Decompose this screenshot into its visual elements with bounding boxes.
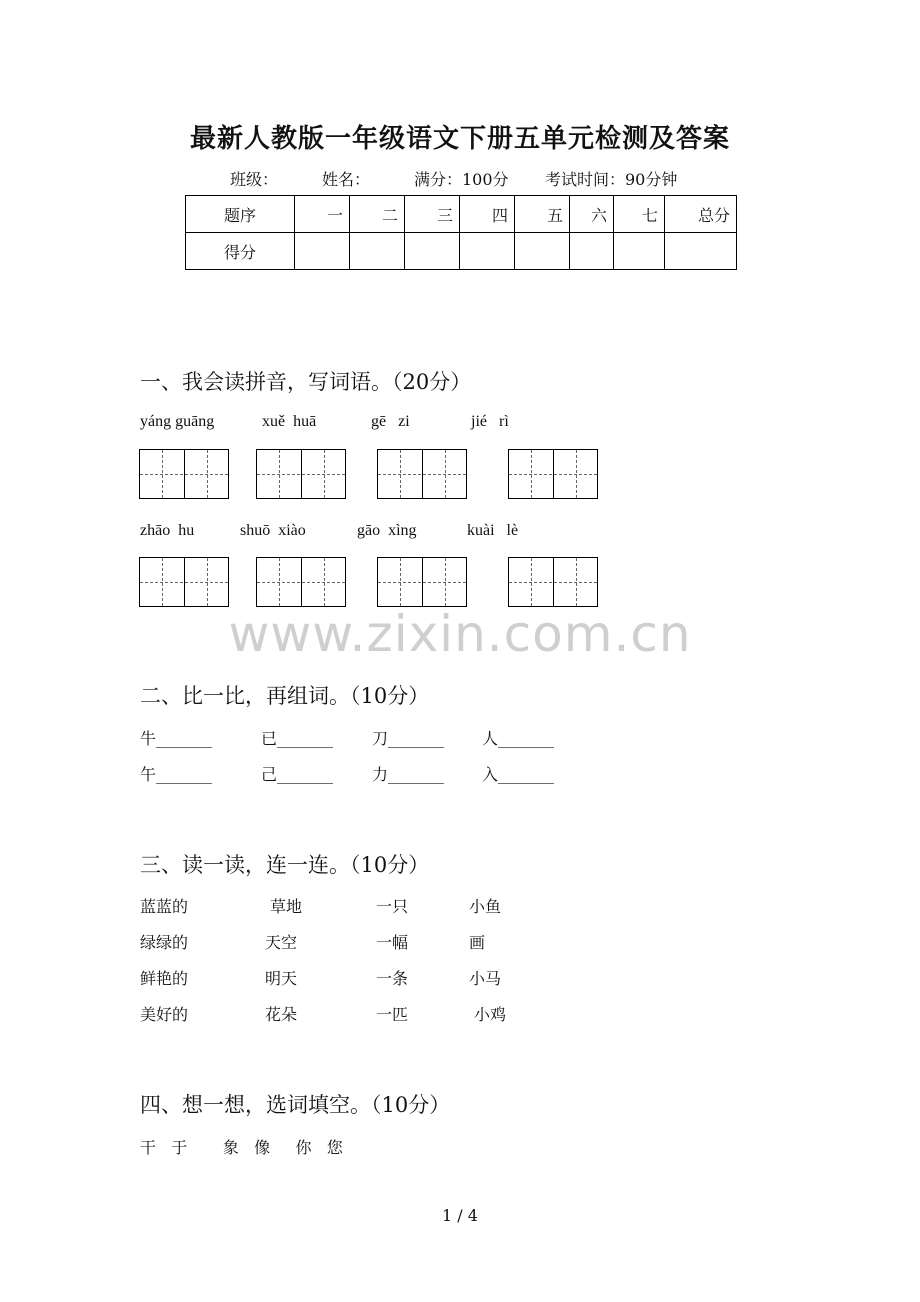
word-blank[interactable]: 力_______ [372, 765, 445, 784]
match-word[interactable]: 小鸡 [474, 1005, 507, 1024]
section3-heading: 三、读一读，连一连。（10分） [140, 853, 430, 877]
match-word[interactable]: 一条 [376, 969, 409, 988]
score-cell[interactable] [570, 233, 614, 270]
score-cell[interactable] [460, 233, 515, 270]
writing-grid[interactable] [508, 557, 598, 607]
page-title: 最新人教版一年级语文下册五单元检测及答案 [189, 124, 730, 154]
score-header-cell: 二 [350, 196, 405, 233]
match-word[interactable]: 明天 [265, 969, 298, 988]
score-table-score-row [186, 233, 737, 270]
score-table-header-row [186, 196, 737, 233]
pinyin-label: xuě huā [262, 413, 317, 430]
match-word[interactable]: 鲜艳的 [140, 969, 189, 988]
section1-heading: 一、我会读拼音，写词语。（20分） [140, 370, 472, 394]
pinyin-label: jié rì [471, 413, 509, 430]
full-score-label: 满分：100分 [414, 170, 509, 189]
section2-heading: 二、比一比，再组词。（10分） [140, 684, 430, 708]
writing-grid[interactable] [139, 557, 229, 607]
section4-heading: 四、想一想，选词填空。（10分） [140, 1093, 451, 1117]
score-header-cell: 五 [515, 196, 570, 233]
match-word[interactable]: 小鱼 [469, 897, 502, 916]
score-header-cell: 七 [614, 196, 665, 233]
word-blank[interactable]: 刀_______ [372, 729, 445, 748]
match-word[interactable]: 一匹 [376, 1005, 409, 1024]
score-cell[interactable] [614, 233, 665, 270]
writing-grid[interactable] [377, 557, 467, 607]
match-word[interactable]: 花朵 [265, 1005, 298, 1024]
word-choices: 干 于 象 像 你 您 [140, 1138, 343, 1157]
writing-grid[interactable] [377, 449, 467, 499]
score-header-cell: 总分 [665, 196, 737, 233]
score-cell[interactable] [350, 233, 405, 270]
page-number: 1 / 4 [442, 1206, 478, 1225]
score-header-cell: 一 [295, 196, 350, 233]
pinyin-label: zhāo hu [140, 522, 195, 539]
score-cell[interactable] [405, 233, 460, 270]
word-blank[interactable]: 午_______ [140, 765, 213, 784]
watermark: www.zixin.com.cn [228, 605, 692, 663]
writing-grid[interactable] [256, 449, 346, 499]
writing-grid[interactable] [508, 449, 598, 499]
word-blank[interactable]: 已_______ [261, 729, 334, 748]
score-cell[interactable] [665, 233, 737, 270]
exam-time-label: 考试时间：90分钟 [545, 170, 678, 189]
pinyin-label: gē zi [371, 413, 410, 430]
match-word[interactable]: 美好的 [140, 1005, 189, 1024]
writing-grid[interactable] [139, 449, 229, 499]
score-table [185, 195, 737, 270]
score-header-cell: 题序 [186, 196, 295, 233]
match-word[interactable]: 一只 [376, 897, 409, 916]
score-header-cell: 三 [405, 196, 460, 233]
word-blank[interactable]: 己_______ [261, 765, 334, 784]
match-word[interactable]: 画 [469, 933, 486, 952]
score-row-label: 得分 [186, 233, 295, 270]
word-blank[interactable]: 人_______ [482, 729, 555, 748]
name-label: 姓名： [322, 170, 371, 189]
match-word[interactable]: 一幅 [376, 933, 409, 952]
pinyin-label: shuō xiào [240, 522, 306, 539]
pinyin-label: kuài lè [467, 522, 519, 539]
match-word[interactable]: 天空 [265, 933, 298, 952]
word-blank[interactable]: 牛_______ [140, 729, 213, 748]
match-word[interactable]: 绿绿的 [140, 933, 189, 952]
match-word[interactable]: 小马 [469, 969, 502, 988]
score-cell[interactable] [515, 233, 570, 270]
writing-grid[interactable] [256, 557, 346, 607]
word-blank[interactable]: 入_______ [482, 765, 555, 784]
score-cell[interactable] [295, 233, 350, 270]
score-header-cell: 六 [570, 196, 614, 233]
pinyin-label: yáng guāng [140, 413, 215, 430]
match-word[interactable]: 草地 [270, 897, 303, 916]
pinyin-label: gāo xìng [357, 522, 417, 539]
match-word[interactable]: 蓝蓝的 [140, 897, 189, 916]
score-header-cell: 四 [460, 196, 515, 233]
class-label: 班级： [230, 170, 279, 189]
